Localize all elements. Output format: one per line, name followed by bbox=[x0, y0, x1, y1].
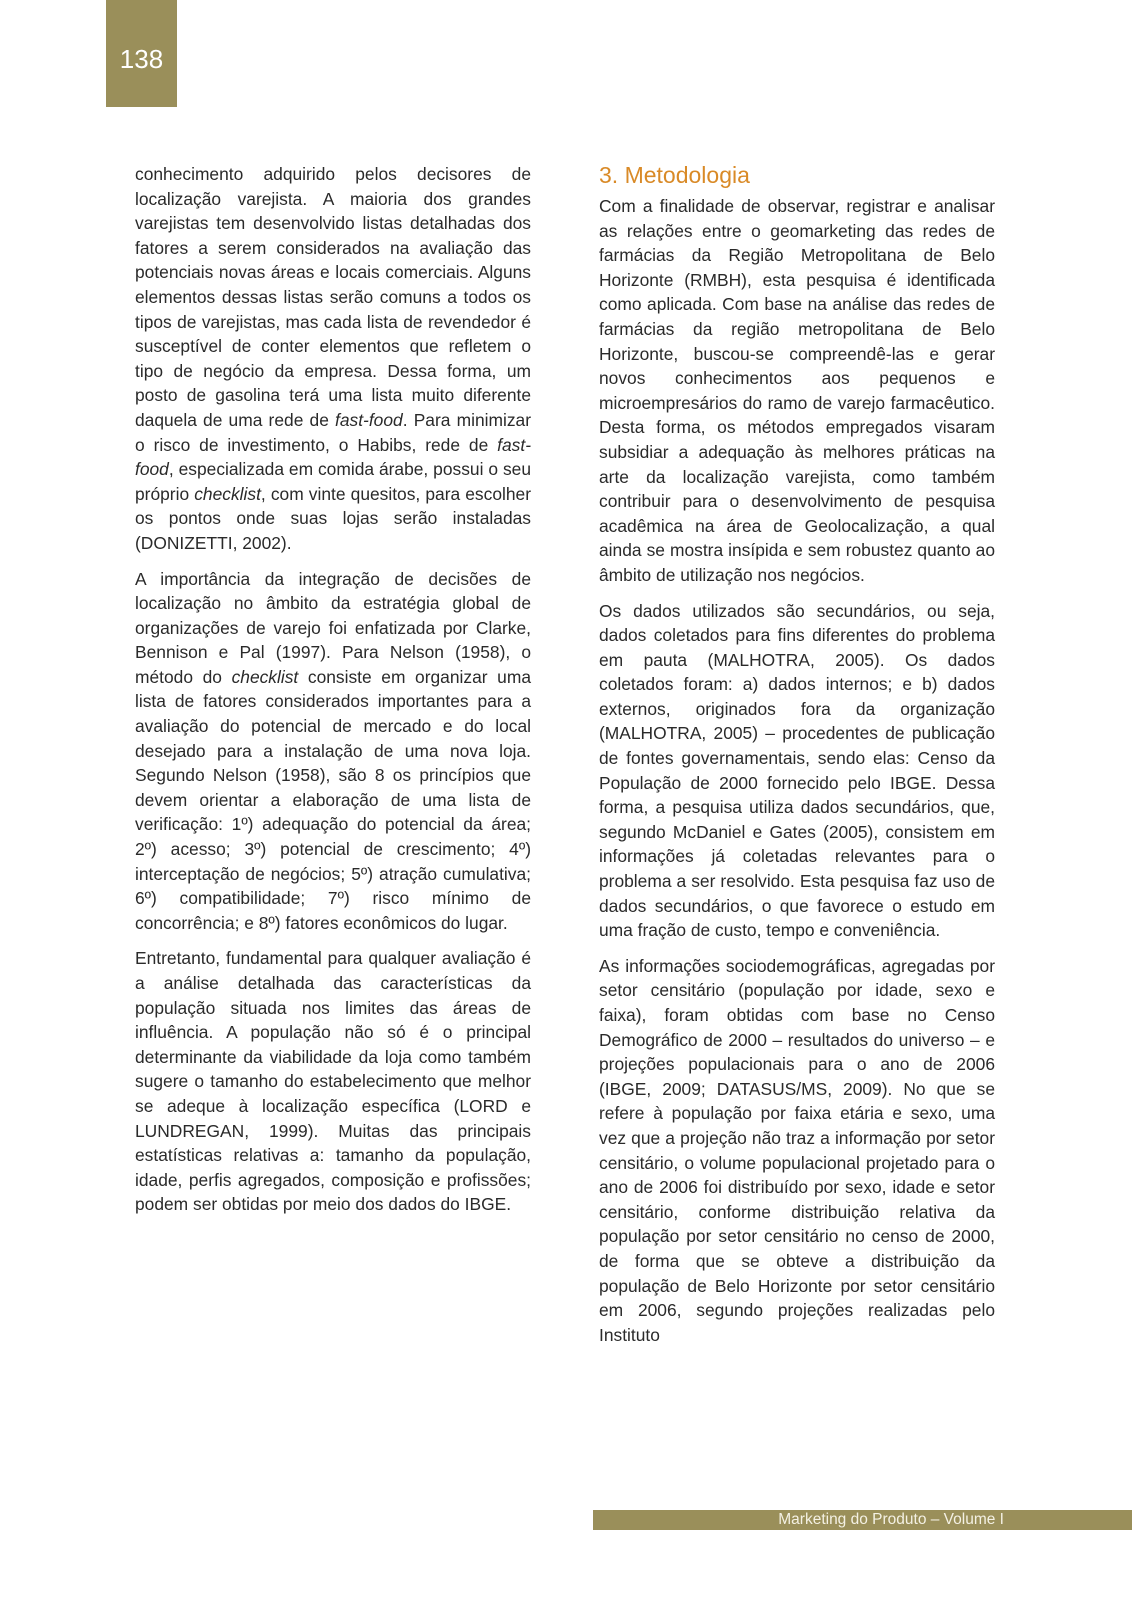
left-column bbox=[135, 162, 531, 1228]
right-column bbox=[599, 162, 995, 1358]
left-paragraph-1: conhecimento adquirido pelos decisores de localização varejista. A maioria dos grandes varejistas tem desenvolvido listas detalhadas dos fatores a serem considerados na avaliação das potenciais novas áreas e locais comerciais. Alguns elementos dessas listas serão comuns a todos os tipos de varejistas, mas cada lista de revendedor é susceptível de conter elementos que refletem o tipo de negócio da empresa. Dessa forma, um posto de gasolina terá uma lista muito diferente daquela de uma rede de fast-food. Para minimizar o risco de investimento, o Habibs, rede de fast-food, especializada em comida árabe, possui o seu próprio checklist, com vinte quesitos, para escolher os pontos onde suas lojas serão instaladas (DONIZETTI, 2002). bbox=[135, 164, 531, 553]
italic-term: checklist bbox=[194, 483, 261, 504]
page-number: 138 bbox=[119, 44, 164, 74]
footer-text: Marketing do Produto – Volume I bbox=[778, 1511, 1004, 1528]
page-number-tab bbox=[106, 0, 177, 107]
italic-term: fast-food bbox=[335, 409, 403, 430]
right-paragraph-2: Os dados utilizados são secundários, ou seja, dados coletados para fins diferentes do problema em pauta (MALHOTRA, 2005). Os dados coletados foram: a) dados internos; e b) dados externos, originados fora da organização (MALHOTRA, 2005) – procedentes de publicação de fontes governamentais, sendo elas: Censo da População de 2000 fornecido pelo IBGE. Dessa forma, a pesquisa utiliza dados secundários, que, segundo McDaniel e Gates (2005), consistem em informações já coletadas relevantes para o problema a ser resolvido. Esta pesquisa faz uso de dados secundários, o que favorece o estudo em uma fração de custo, tempo e conveniência. bbox=[599, 600, 995, 941]
section-heading: 3. Metodologia bbox=[599, 162, 750, 188]
italic-term: fast-food bbox=[135, 434, 531, 480]
right-paragraph-3: As informações sociodemográficas, agregadas por setor censitário (população por idade, sexo e faixa), foram obtidas com base no Censo Demográfico de 2000 – resultados do universo – e projeções populacionais para o ano de 2006 (IBGE, 2009; DATASUS/MS, 2009). No que se refere à população por faixa etária e sexo, uma vez que a projeção não traz a informação por setor censitário, o volume populacional projetado para o ano de 2006 foi distribuído por sexo, idade e setor censitário, conforme distribuição relativa da população por setor censitário no censo de 2000, de forma que se obteve a distribuição da população de Belo Horizonte por setor censitário em 2006, segundo projeções realizadas pelo Instituto bbox=[599, 955, 995, 1345]
right-paragraph-1: Com a finalidade de observar, registrar e analisar as relações entre o geomarketing das redes de farmácias da Região Metropolitana de Belo Horizonte (RMBH), esta pesquisa é identificada como aplicada. Com base na análise das redes de farmácias da região metropolitana de Belo Horizonte, buscou-se compreendê-las e gerar novos conhecimentos aos pequenos e microempresários do ramo de varejo farmacêutico. Desta forma, os métodos empregados visaram subsidiar a adequação às melhores práticas na arte da localização varejista, como também contribuir para o desenvolvimento de pesquisa acadêmica na área de Geolocalização, a qual ainda se mostra insípida e sem robustez quanto ao âmbito de utilização nos negócios. bbox=[599, 196, 995, 585]
left-paragraph-3: Entretanto, fundamental para qualquer avaliação é a análise detalhada das características da população situada nos limites das áreas de influência. A população não só é o principal determinante da viabilidade da loja como também sugere o tamanho do estabelecimento que melhor se adeque à localização específica (LORD e LUNDREGAN, 1999). Muitas das principais estatísticas relativas a: tamanho da população, idade, perfis agregados, composição e profissões; podem ser obtidas por meio dos dados do IBGE. bbox=[135, 948, 531, 1215]
left-paragraph-2: A importância da integração de decisões de localização no âmbito da estratégia global de organizações de varejo foi enfatizada por Clarke, Bennison e Pal (1997). Para Nelson (1958), o método do checklist consiste em organizar uma lista de fatores considerados importantes para a avaliação do potencial de mercado e do local desejado para a instalação de uma nova loja. Segundo Nelson (1958), são 8 os princípios que devem orientar a elaboração de uma lista de verificação: 1º) adequação do potencial da área; 2º) acesso; 3º) potencial de crescimento; 4º) interceptação de negócios; 5º) atração cumulativa; 6º) compatibilidade; 7º) risco mínimo de concorrência; e 8º) fatores econômicos do lugar. bbox=[135, 568, 531, 933]
italic-term: checklist bbox=[231, 666, 299, 687]
footer-bar bbox=[593, 1510, 1132, 1530]
